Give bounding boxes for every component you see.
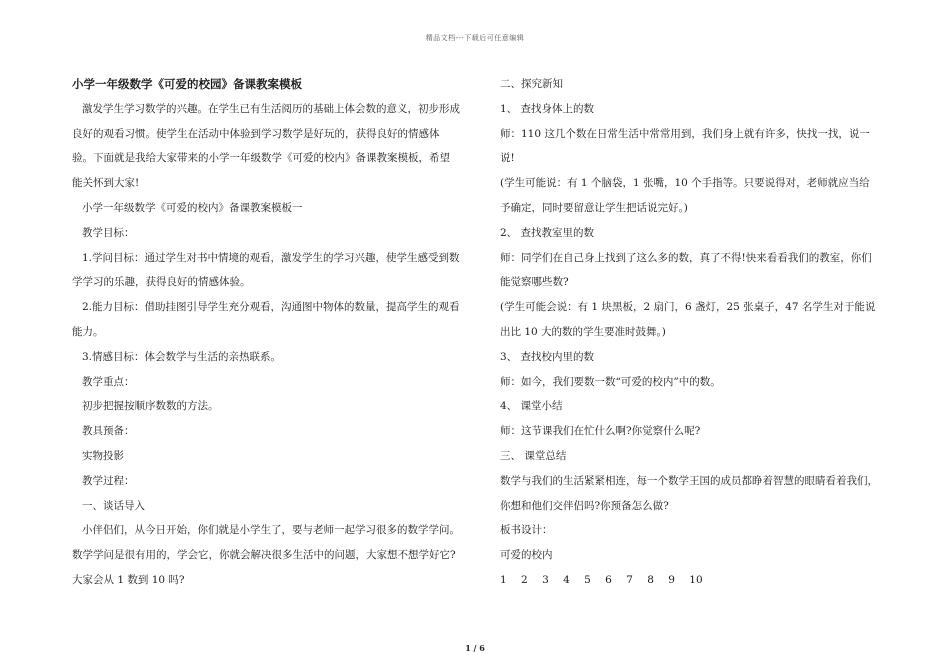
board-number: 9 <box>668 573 675 586</box>
step2-text: 师：同学们在自己身上找到了这么多的数，真了不得!快来看看我们的教室，你们能觉察哪些数? <box>500 251 872 289</box>
board-heading: 板书设计： <box>500 524 553 537</box>
step3-text: 师：如今，我们要数一数“可爱的校内”中的数。 <box>500 375 721 388</box>
page-header: 精品文档---下载后可任意编辑 <box>425 34 525 42</box>
step4-text: 师：这节课我们在忙什么啊?你觉察什么呢? <box>500 425 701 438</box>
step1-heading: 1、 查找身体上的数 <box>500 102 595 115</box>
step1-text: 师：110 这几个数在日常生活中常常用到，我们身上就有许多，快找一找，说一说! <box>500 127 870 165</box>
board-number: 5 <box>584 573 591 586</box>
section-intro-heading: 一、谈话导入 <box>82 499 145 512</box>
board-number: 4 <box>563 573 570 586</box>
step3-heading: 3、 查找校内里的数 <box>500 350 595 363</box>
step2-note: (学生可能会说：有 1 块黑板，2 扇门，6 盏灯，25 张桌子，47 名学生对于能说出比 10 大的数的学生要准时鼓舞。) <box>500 301 876 338</box>
goals-heading: 教学目标： <box>82 226 135 239</box>
section-summary-heading: 三、 课堂总结 <box>500 449 567 462</box>
key-heading: 教学重点： <box>82 375 135 388</box>
board-number: 7 <box>626 573 633 586</box>
board-title: 可爱的校内 <box>500 549 553 562</box>
left-column <box>72 72 460 593</box>
tools-text: 实物投影 <box>82 449 124 462</box>
board-number: 10 <box>689 573 703 586</box>
goal-knowledge: 1.学问目标：通过学生对书中情境的观看，激发学生的学习兴趣，使学生感受到数学学习的乐趣，获得良好的情感体验。 <box>72 251 460 289</box>
step4-heading: 4、 课堂小结 <box>500 400 563 413</box>
step1-note: (学生可能说：有 1 个脑袋，1 张嘴，10 个手指等。只要说得对，老师就应当给予确定，同时要留意让学生把话说完好。) <box>500 177 870 214</box>
board-number: 1 <box>500 573 507 586</box>
section-summary-text: 数学与我们的生活紧紧相连，每一个数学王国的成员都睁着智慧的眼睛看着我们，你想和他们交伴侣吗?你预备怎么做? <box>500 474 878 512</box>
section-intro-text: 小伴侣们，从今日开始，你们就是小学生了，要与老师一起学习很多的数学学问。数学学问是很有用的，学会它，你就会解决很多生活中的问题，大家想不想学好它?大家会从 1 数到 10 吗? <box>72 524 460 586</box>
step2-heading: 2、 查找教室里的数 <box>500 226 595 239</box>
goal-ability: 2.能力目标：借助挂图引导学生充分观看，沟通图中物体的数量，提高学生的观看能力。 <box>72 301 460 338</box>
plan-subtitle: 小学一年级数学《可爱的校内》备课教案模板一 <box>82 201 303 214</box>
board-number: 2 <box>521 573 528 586</box>
key-text: 初步把握按顺序数数的方法。 <box>82 400 219 413</box>
board-number: 6 <box>605 573 612 586</box>
tools-heading: 教具预备： <box>82 425 135 438</box>
board-numbers <box>490 568 880 593</box>
board-number: 3 <box>542 573 549 586</box>
section-explore-heading: 二、探究新知 <box>500 78 563 90</box>
page-number: 1 / 6 <box>465 643 485 653</box>
intro-paragraph: 激发学生学习数学的兴趣。在学生已有生活阅历的基础上体会数的意义，初步形成良好的观看习惯。使学生在活动中体验到学习数学是好玩的，获得良好的情感体验。下面就是我给大家带来的小学一年级数学《可爱的校内》备课教案模板，希望能关怀到大家! <box>72 102 460 190</box>
right-column <box>490 72 880 593</box>
board-number: 8 <box>647 573 654 586</box>
process-heading: 教学过程： <box>82 474 135 487</box>
goal-emotion: 3.情感目标：体会数学与生活的亲热联系。 <box>82 350 282 363</box>
document-title: 小学一年级数学《可爱的校园》备课教案模板 <box>72 77 302 91</box>
